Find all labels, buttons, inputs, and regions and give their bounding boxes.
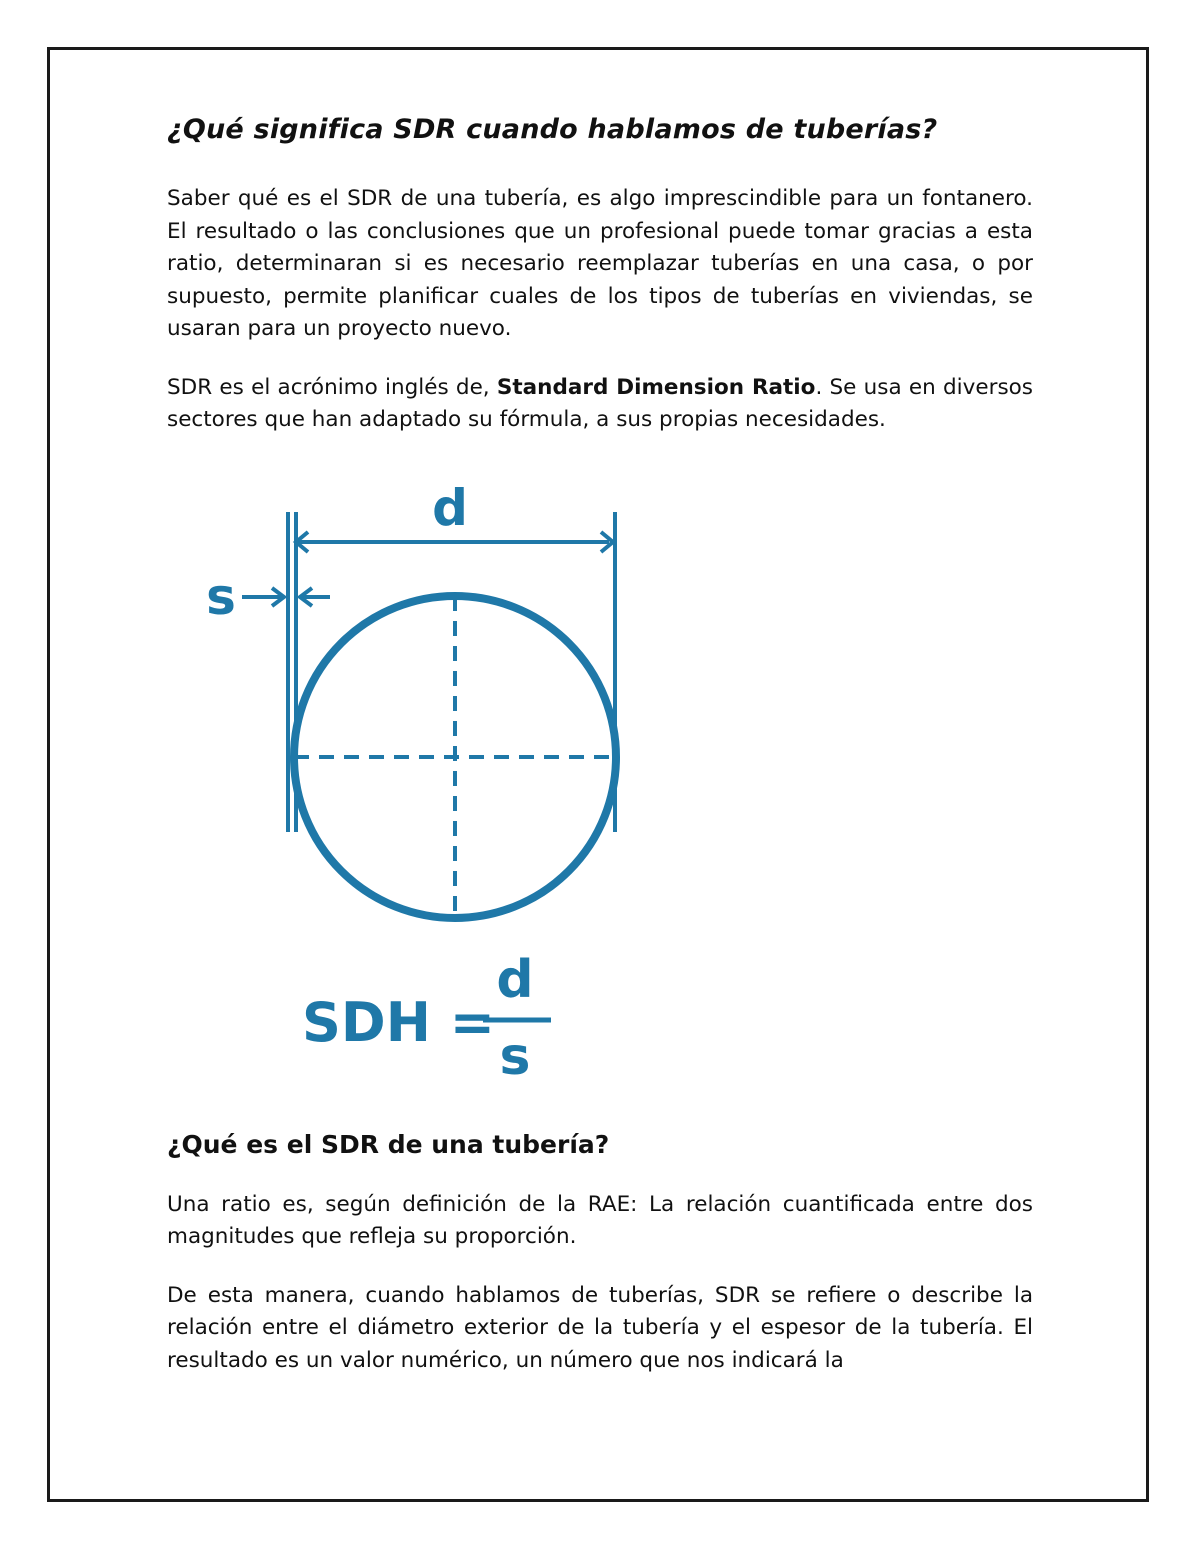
formula-lhs: SDH = xyxy=(302,990,495,1054)
paragraph-definition: Una ratio es, según definición de la RAE: La relación cuantificada entre dos magnitudes que refleja su proporción. xyxy=(167,1191,1033,1249)
section-heading: ¿Qué es el SDR de una tubería? xyxy=(167,1129,610,1159)
acronym-text-before: SDR es el acrónimo inglés de, xyxy=(167,374,497,400)
paragraph-intro: Saber qué es el SDR de una tubería, es algo imprescindible para un fontanero. El resultado o las conclusiones que un profesional puede tomar gracias a esta ratio, determinaran si es necesario reemplazar tuberías en una casa, o por supuesto, permite planificar cuales de los tipos de tuberías en viviendas, se usaran para un proyecto nuevo. xyxy=(167,186,1033,341)
formula-denominator: s xyxy=(499,1026,531,1087)
diameter-label: d xyxy=(432,478,468,537)
document-title: ¿Qué significa SDR cuando hablamos de tuberías? xyxy=(167,114,938,145)
pipe-drawing xyxy=(242,512,616,1020)
document-content xyxy=(167,110,1033,1377)
sdr-diagram-svg xyxy=(167,437,1033,1125)
sdr-diagram xyxy=(167,437,1033,1125)
thickness-label: s xyxy=(206,567,236,626)
paragraph-acronym xyxy=(167,372,1033,437)
paragraph-explanation: De esta manera, cuando hablamos de tuberías, SDR se refiere o describe la relación entre el diámetro exterior de la tubería y el espesor de la tubería. El resultado es un valor numérico, un número que nos indicará la xyxy=(167,1282,1033,1373)
formula-numerator: d xyxy=(496,949,534,1010)
acronym-bold-term: Standard Dimension Ratio xyxy=(496,374,816,400)
acronym-text-after: . Se usa en diversos sectores que han adaptado su fórmula, a sus propias necesidades. xyxy=(167,374,1034,432)
